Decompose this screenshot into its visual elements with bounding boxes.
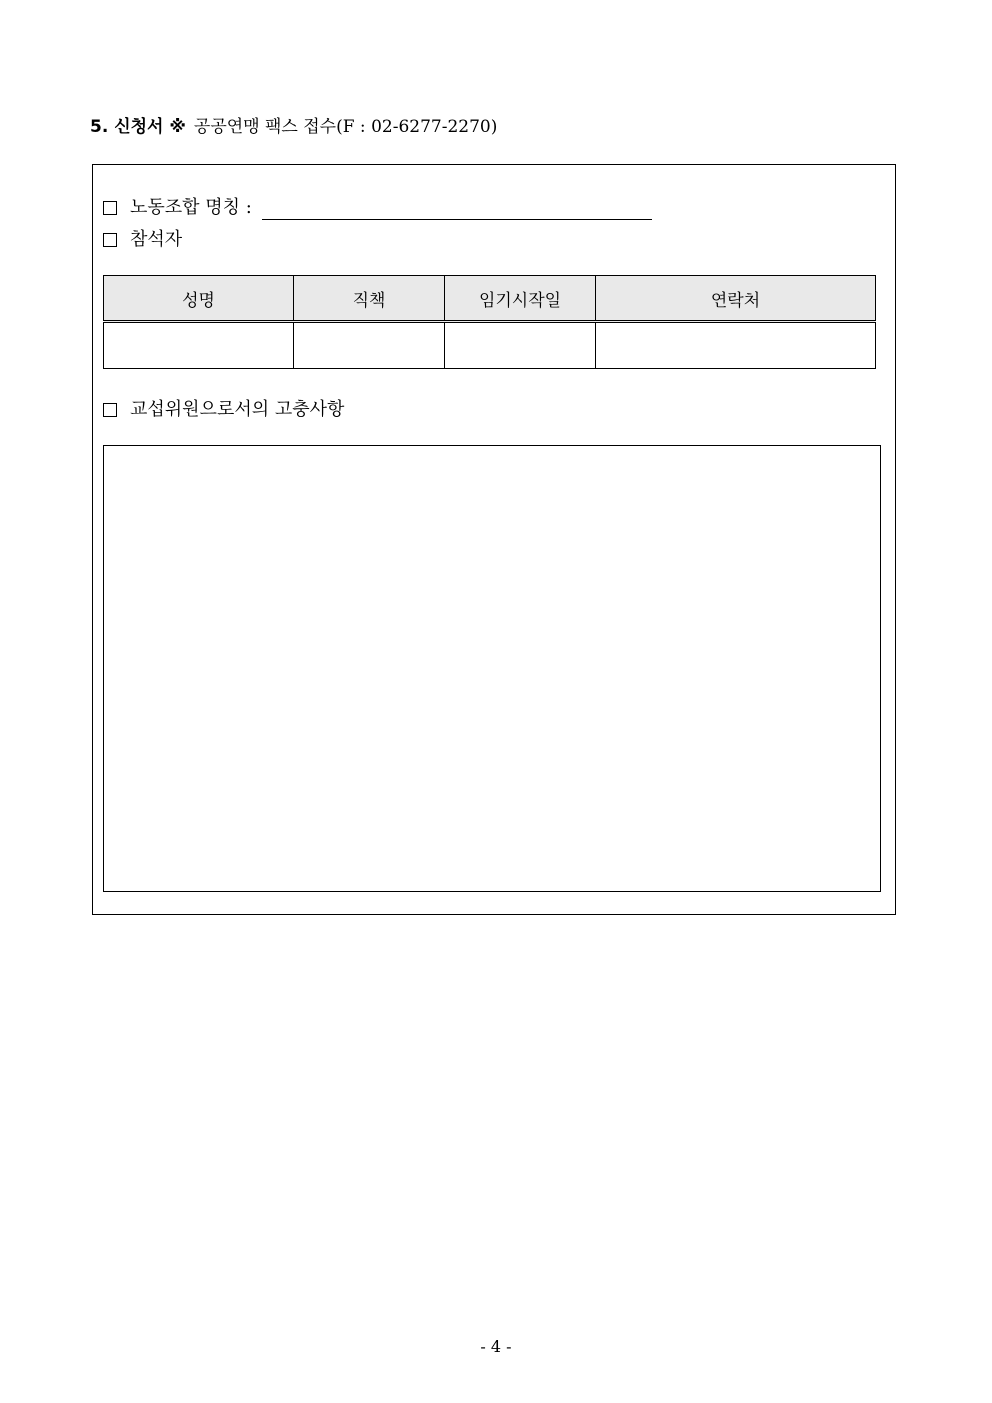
union-name-field[interactable] (262, 197, 652, 220)
header-term-start: 임기시작일 (445, 276, 596, 322)
attendees-row (103, 228, 182, 252)
remarks-row (103, 398, 344, 422)
remarks-textarea[interactable] (103, 445, 881, 892)
page-number: - 4 - (480, 1337, 512, 1356)
union-name-row (103, 196, 652, 220)
checkbox-icon[interactable] (103, 233, 117, 247)
table-header-row (104, 276, 876, 322)
section-title: 5. 신청서 ※ (90, 117, 186, 137)
term-start-cell[interactable] (445, 322, 596, 369)
checkbox-icon[interactable] (103, 201, 117, 215)
position-cell[interactable] (294, 322, 445, 369)
header-position: 직책 (294, 276, 445, 322)
remarks-label: 교섭위원으로서의 고충사항 (130, 399, 345, 420)
name-cell[interactable] (104, 322, 294, 369)
checkbox-icon[interactable] (103, 403, 117, 417)
section-heading (90, 115, 497, 139)
attendees-table (103, 275, 876, 369)
header-contact: 연락처 (596, 276, 876, 322)
header-name: 성명 (104, 276, 294, 322)
table-row (104, 322, 876, 369)
union-name-label: 노동조합 명칭 : (130, 197, 252, 218)
fax-note: 공공연맹 팩스 접수(F : 02-6277-2270) (193, 117, 498, 137)
attendees-label: 참석자 (130, 229, 183, 250)
contact-cell[interactable] (596, 322, 876, 369)
